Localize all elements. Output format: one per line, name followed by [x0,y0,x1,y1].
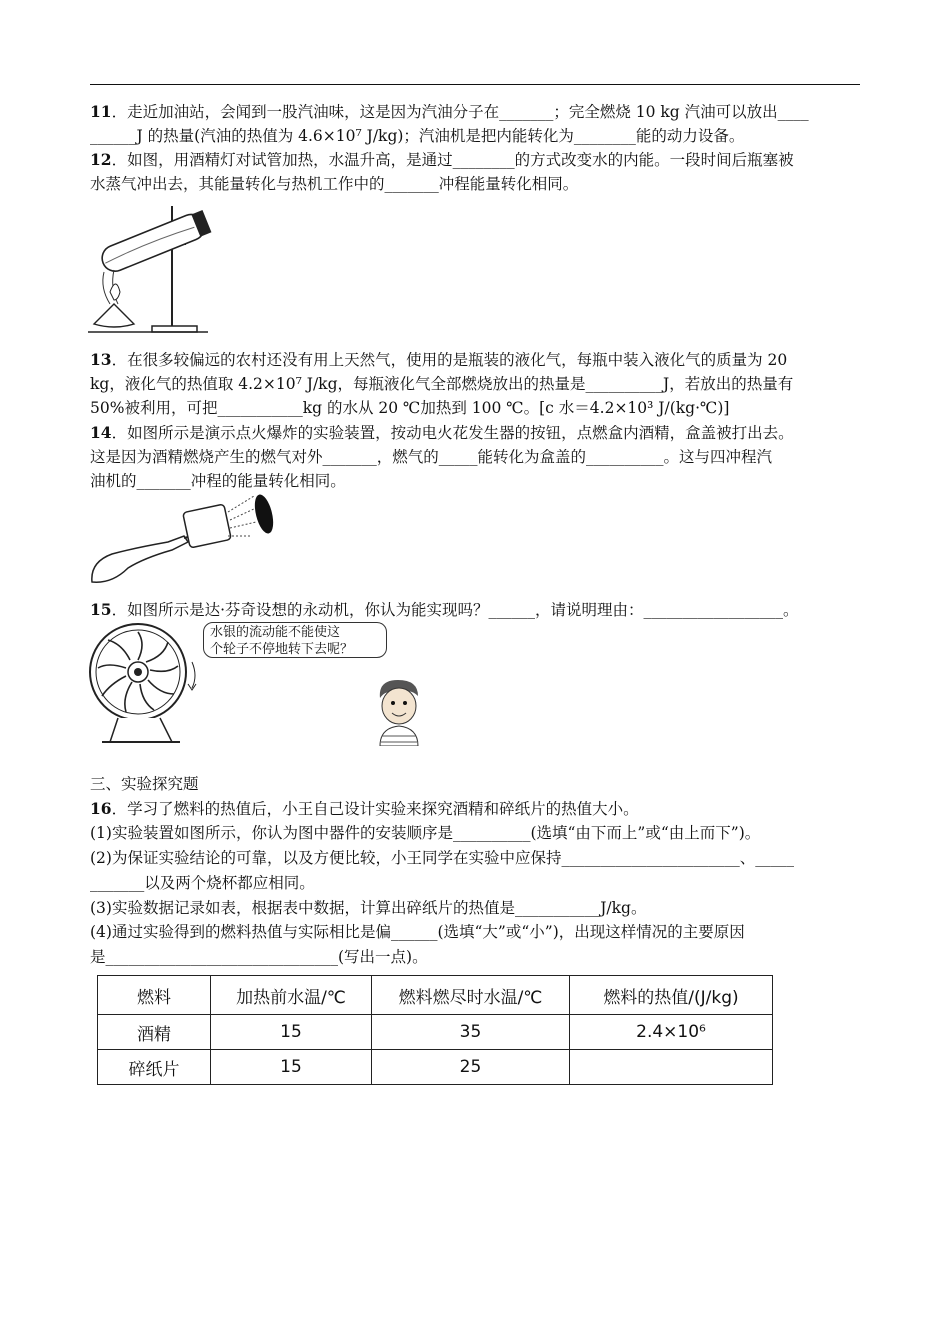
q15-line1 [90,598,865,622]
table-header: 燃料的热值/(J/kg) [570,976,773,1015]
table-cell: 2.4×10⁶ [570,1015,773,1050]
q11-text1: ．走近加油站，会闻到一股汽油味，这是因为汽油分子在_______；完全燃烧 10 kg 汽油可以放出____ [111,103,809,121]
speech-bubble [203,622,387,658]
q14-line3: 油机的_______冲程的能量转化相同。 [90,472,346,490]
q13-text1: ．在很多较偏远的农村还没有用上天然气，使用的是瓶装的液化气，每瓶中装入液化气的质量为 20 [111,351,788,369]
q16-line2: (1)实验装置如图所示，你认为图中器件的安装顺序是__________(选填“由下而上”或“由上而下”)。 [90,824,761,842]
table-cell: 15 [211,1015,372,1050]
perpetual-wheel-figure [88,622,208,744]
q16-line6: (4)通过实验得到的燃料热值与实际相比是偏______(选填“大”或“小”)，出现这样情况的主要原因 [90,923,745,941]
q14-line2: 这是因为酒精燃烧产生的燃气对外_______，燃气的_____能转化为盒盖的__________。这与四冲程汽 [90,448,773,466]
table-cell: 25 [372,1050,570,1085]
q13-line2: kg，液化气的热值取 4.2×10⁷ J/kg，每瓶液化气全部燃烧放出的热量是__________J，若放出的热量有 [90,375,794,393]
table-cell [570,1050,773,1085]
q16-line1 [90,797,865,821]
table-cell: 15 [211,1050,372,1085]
q12-number: 12 [90,150,112,169]
q16-line7: 是______________________________(写出一点)。 [90,948,428,966]
q13-line3: 50%被利用，可把___________kg 的水从 20 ℃加热到 100 ℃。[c 水＝4.2×10³ J/(kg·℃)] [90,399,730,417]
top-rule [90,84,860,85]
q16-line5: (3)实验数据记录如表，根据表中数据，计算出碎纸片的热值是___________J/kg。 [90,899,647,917]
q14-line1 [90,421,865,445]
q13-line1 [90,348,865,372]
boy-figure [372,676,428,746]
q16-number: 16 [90,799,112,818]
q11-number: 11 [90,102,112,121]
table-cell: 酒精 [98,1015,211,1050]
q16-line4: _______以及两个烧杯都应相同。 [90,874,315,892]
bubble-line1: 水银的流动能不能使这 [210,625,341,640]
q15-number: 15 [90,600,112,619]
q15-text1: ．如图所示是达·芬奇设想的永动机，你认为能实现吗？______，请说明理由：__________________。 [111,601,799,619]
q12-line2: 水蒸气冲出去，其能量转化与热机工作中的_______冲程能量转化相同。 [90,175,579,193]
table-row [98,1050,773,1085]
q14-number: 14 [90,423,112,442]
table-header: 燃料 [98,976,211,1015]
q14-text1: ．如图所示是演示点火爆炸的实验装置，按动电火花发生器的按钮，点燃盒内酒精，盒盖被打出去。 [111,424,794,442]
q11-line1 [90,100,865,124]
ignition-device-figure [88,492,278,592]
q16-line3: (2)为保证实验结论的可靠，以及方便比较，小王同学在实验中应保持_______________________、_____ [90,849,794,867]
data-table [97,975,773,1085]
q16-text1: ．学习了燃料的热值后，小王自己设计实验来探究酒精和碎纸片的热值大小。 [111,800,639,818]
q13-number: 13 [90,350,112,369]
table-cell: 35 [372,1015,570,1050]
section-title: 三、实验探究题 [90,775,199,793]
table-header: 加热前水温/℃ [211,976,372,1015]
table-header-row [98,976,773,1015]
bubble-line2: 个轮子不停地转下去呢？ [210,642,354,657]
q12-text1: ．如图，用酒精灯对试管加热，水温升高，是通过________的方式改变水的内能。一段时间后瓶塞被 [111,151,794,169]
q12-line1 [90,148,865,172]
table-cell: 碎纸片 [98,1050,211,1085]
table-row [98,1015,773,1050]
table-header: 燃料燃尽时水温/℃ [372,976,570,1015]
q11-line2: ______J 的热量(汽油的热值为 4.6×10⁷ J/kg)；汽油机是把内能转化为________能的动力设备。 [90,127,745,145]
test-tube-heating-figure [88,196,218,336]
